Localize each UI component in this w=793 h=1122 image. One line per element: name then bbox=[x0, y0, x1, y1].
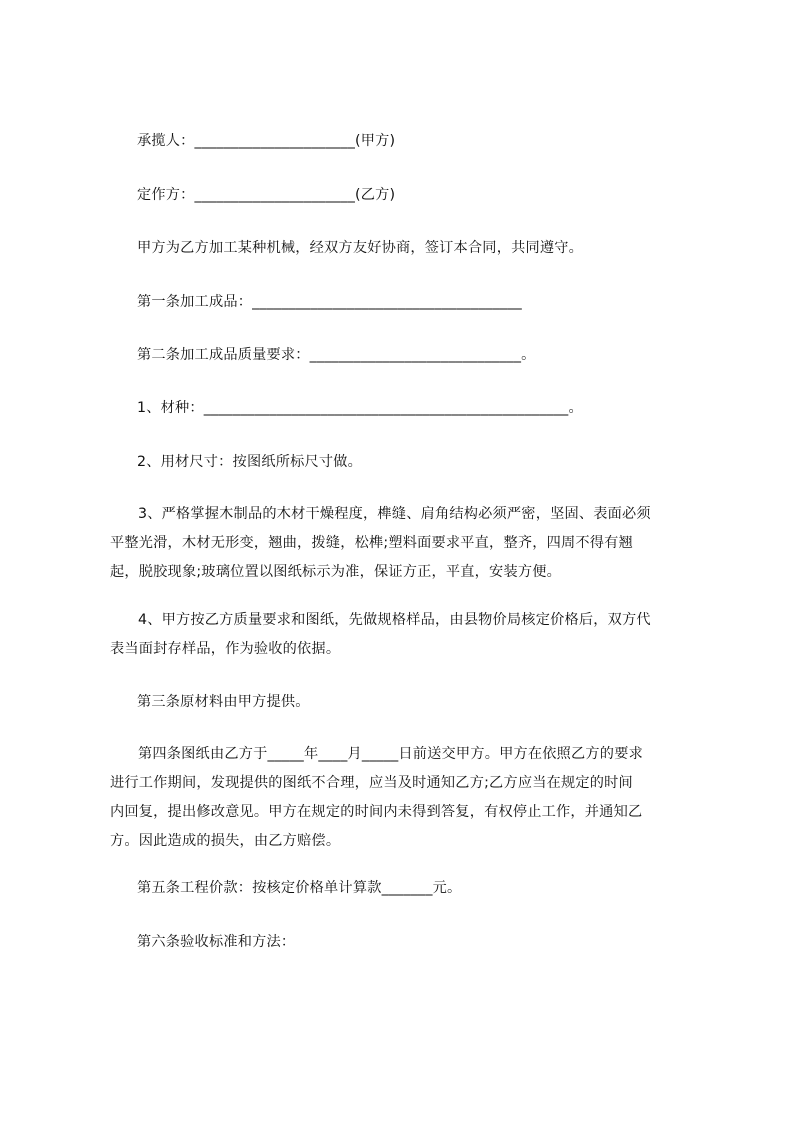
article-4-row: 进行工作期间，发现提供的图纸不合理，应当及时通知乙方;乙方应当在规定的时间 bbox=[110, 775, 633, 791]
contractor-line: 承揽人：______________________(甲方) bbox=[137, 133, 396, 149]
item-4-row: 表当面封存样品，作为验收的依据。 bbox=[110, 641, 341, 657]
item-3-row: 起，脱胶现象;玻璃位置以图纸标示为准，保证方正，平直，安装方便。 bbox=[110, 564, 561, 580]
item-2-line: 2、用材尺寸：按图纸所标尺寸做。 bbox=[137, 454, 363, 470]
article-2-line: 第二条加工成品质量要求：_____________________________。 bbox=[137, 347, 536, 363]
article-4-row: 方。因此造成的损失，由乙方赔偿。 bbox=[110, 833, 341, 849]
intro-line: 甲方为乙方加工某种机械，经双方友好协商，签订本合同，共同遵守。 bbox=[137, 240, 584, 256]
article-5-line: 第五条工程价款：按核定价格单计算款_______元。 bbox=[137, 880, 462, 896]
article-4-row: 第四条图纸由乙方于_____年____月_____日前送交甲方。甲方在依照乙方的要求 bbox=[138, 746, 643, 762]
client-line: 定作方：______________________(乙方) bbox=[137, 187, 396, 203]
article-4-row: 内回复，提出修改意见。甲方在规定的时间内未得到答复，有权停止工作，并通知乙 bbox=[110, 804, 643, 820]
article-3-line: 第三条原材料由甲方提供。 bbox=[137, 694, 310, 710]
article-6-line: 第六条验收标准和方法： bbox=[137, 934, 296, 950]
item-3-row: 3、严格掌握木制品的木材干燥程度，榫缝、肩角结构必须严密，坚固、表面必须 bbox=[138, 506, 651, 522]
article-4-paragraph bbox=[110, 740, 720, 856]
item-4-row: 4、甲方按乙方质量要求和图纸，先做规格样品，由县物价局核定价格后，双方代 bbox=[138, 612, 651, 628]
item-4-paragraph bbox=[110, 606, 720, 664]
article-1-line: 第一条加工成品：_____________________________________ bbox=[137, 294, 522, 310]
item-3-paragraph bbox=[110, 500, 720, 587]
item-3-row: 平整光滑，木材无形变，翘曲，拨缝，松榫;塑料面要求平直，整齐，四周不得有翘 bbox=[110, 535, 633, 551]
item-1-line: 1、材种：__________________________________________________。 bbox=[137, 400, 583, 416]
